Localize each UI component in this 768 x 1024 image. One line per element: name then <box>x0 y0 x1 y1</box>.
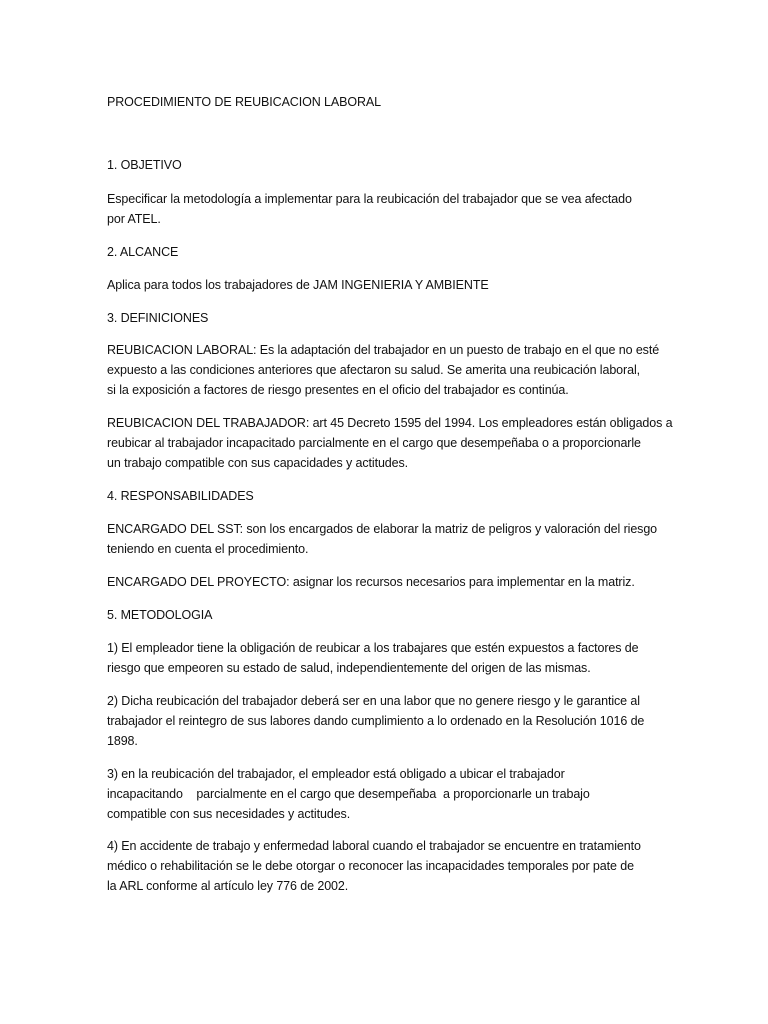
responsabilidad-proyecto: ENCARGADO DEL PROYECTO: asignar los recursos necesarios para implementar en la matriz. <box>107 575 635 589</box>
objetivo-paragraph: Especificar la metodología a implementar para la reubicación del trabajador que se vea afectado por ATEL. <box>107 192 632 226</box>
responsabilidades-heading: 4. RESPONSABILIDADES <box>107 489 254 503</box>
definicion-reubicacion-laboral: REUBICACION LABORAL: Es la adaptación del trabajador en un puesto de trabajo en el que no esté expuesto a las condiciones anteriores que afectaron su salud. Se amerita una reubicación laboral, si la exposición a factores de riesgo presentes en el oficio del trabajador es continúa. <box>107 343 660 397</box>
metodologia-item-2: 2) Dicha reubicación del trabajador deberá ser en una labor que no genere riesgo y le garantice al trabajador el reintegro de sus labores dando cumplimiento a lo ordenado en la Resolución 1016 de 1898. <box>107 694 645 748</box>
definicion-reubicacion-trabajador: REUBICACION DEL TRABAJADOR: art 45 Decreto 1595 del 1994. Los empleadores están obligados a reubicar al trabajador incapacitado parcialmente en el cargo que desempeñaba o a proporcionarle un trabajo compatible con sus capacidades y actitudes. <box>107 416 673 470</box>
objetivo-heading: 1. OBJETIVO <box>107 158 182 172</box>
metodologia-item-3: 3) en la reubicación del trabajador, el empleador está obligado a ubicar el trabajador incapacitando parcialmente en el cargo que desempeñaba a proporcionarle un trabajo compatible con sus necesidades y actitudes. <box>107 767 590 821</box>
definiciones-heading: 3. DEFINICIONES <box>107 311 209 325</box>
alcance-paragraph: Aplica para todos los trabajadores de JAM INGENIERIA Y AMBIENTE <box>107 278 489 292</box>
responsabilidad-sst: ENCARGADO DEL SST: son los encargados de elaborar la matriz de peligros y valoración del riesgo teniendo en cuenta el procedimiento. <box>107 522 658 556</box>
metodologia-item-1: 1) El empleador tiene la obligación de reubicar a los trabajares que estén expuestos a factores de riesgo que empeoren su estado de salud, independientemente del origen de las mismas. <box>107 641 639 675</box>
metodologia-heading: 5. METODOLOGIA <box>107 608 213 622</box>
metodologia-item-4: 4) En accidente de trabajo y enfermedad laboral cuando el trabajador se encuentre en tratamiento médico o rehabilitación se le debe otorgar o reconocer las incapacidades temporales por pate de la ARL conforme al artículo ley 776 de 2002. <box>107 839 641 893</box>
document-title: PROCEDIMIENTO DE REUBICACION LABORAL <box>107 95 382 109</box>
alcance-heading: 2. ALCANCE <box>107 245 179 259</box>
